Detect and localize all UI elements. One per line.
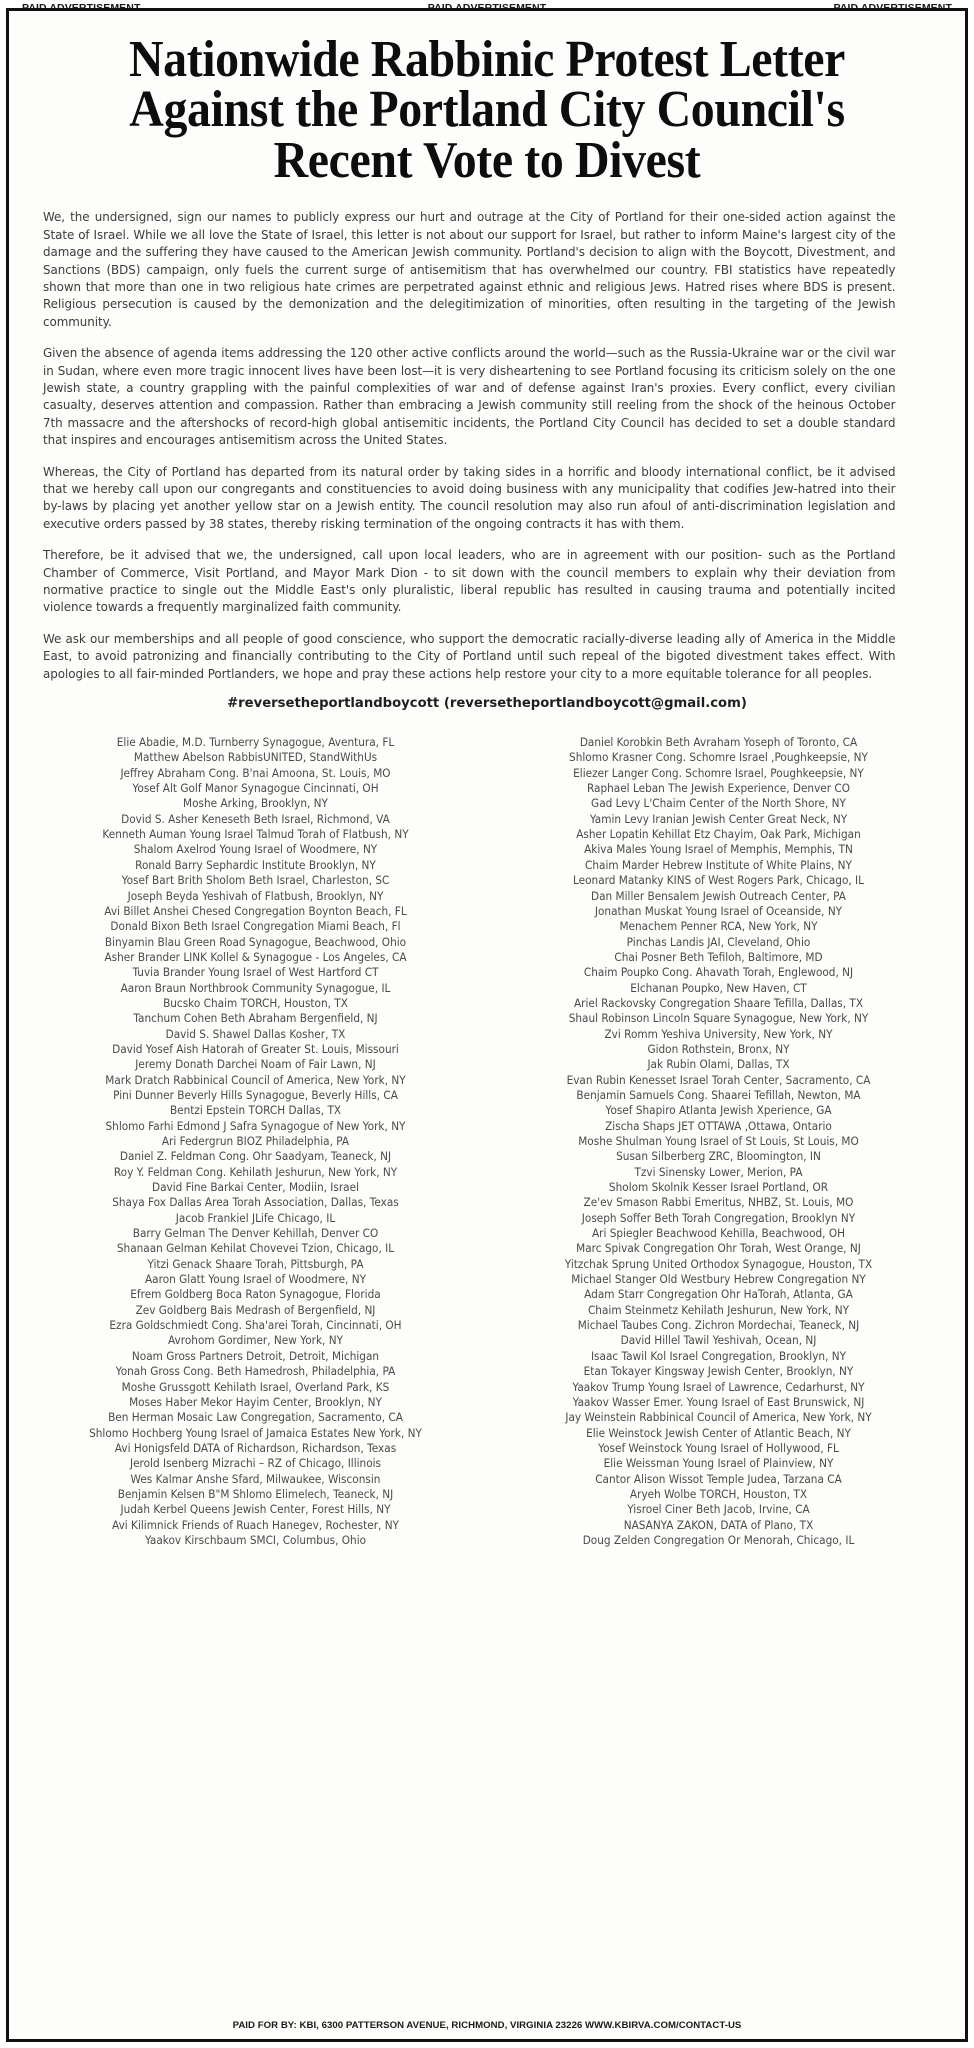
signatory-entry: Yitzchak Sprung United Orthodox Synagogue, Houston, TX — [564, 1257, 873, 1271]
signatory-entry: Moshe Shulman Young Israel of St Louis, St Louis, MO — [578, 1135, 859, 1148]
signatory-entry: Yosef Alt Golf Manor Synagogue Cincinnati, OH — [132, 782, 379, 796]
signatory-entry: Shanaan Gelman Kehilat Chovevei Tzion, Chicago, IL — [116, 1242, 395, 1256]
signatory-entry: Yosef Shapiro Atlanta Jewish Xperience, GA — [605, 1104, 832, 1118]
signatory-entry: Gidon Rothstein, Bronx, NY — [647, 1042, 790, 1056]
signatory-entry: Jay Weinstein Rabbinical Council of America, New York, NY — [565, 1411, 872, 1425]
signatory-entry: Evan Rubin Kenesset Israel Torah Center, Sacramento, CA — [566, 1073, 871, 1087]
signatory-entry: Benjamin Samuels Cong. Shaarei Tefillah, Newton, MA — [576, 1088, 861, 1102]
signatory-entry: Yosef Bart Brith Sholom Beth Israel, Charleston, SC — [121, 874, 390, 888]
signatory-entry: Yaakov Trump Young Israel of Lawrence, Cedarhurst, NY — [572, 1380, 865, 1394]
signatory-entry: Elchanan Poupko, New Haven, CT — [630, 981, 807, 995]
signatory-entry: Marc Spivak Congregation Ohr Torah, West Orange, NJ — [576, 1242, 861, 1256]
signatory-entry: Shaul Robinson Lincoln Square Synagogue, New York, NY — [568, 1012, 869, 1026]
signatory-entry: Cantor Alison Wissot Temple Judea, Tarzana CA — [595, 1472, 842, 1486]
signatory-entry: Ze'ev Smason Rabbi Emeritus, NHBZ, St. Louis, MO — [583, 1196, 854, 1210]
signatory-entry: Eliezer Langer Cong. Schomre Israel, Poughkeepsie, NY — [573, 766, 864, 780]
page-title: Nationwide Rabbinic Protest Letter Against the Portland City Council's Recent Vote to Divest — [128, 31, 846, 189]
signatory-entry: Daniel Korobkin Beth Avraham Yoseph of Toronto, CA — [579, 736, 858, 750]
signatory-entry: Daniel Z. Feldman Cong. Ohr Saadyam, Teaneck, NJ — [119, 1150, 392, 1164]
signatory-entry: Yaakov Kirschbaum SMCI, Columbus, Ohio — [144, 1533, 367, 1547]
signatory-entry: Yaakov Wasser Emer. Young Israel of East Brunswick, NJ — [572, 1395, 865, 1409]
signatory-entry: Leonard Matanky KINS of West Rogers Park, Chicago, IL — [572, 874, 865, 888]
signatory-entry: Aaron Braun Northbrook Community Synagogue, IL — [120, 981, 391, 995]
signatory-entry: Moshe Grussgott Kehilath Israel, Overland Park, KS — [121, 1380, 390, 1394]
signatory-entry: Ezra Goldschmiedt Cong. Sha'arei Torah, Cincinnati, OH — [109, 1319, 402, 1333]
signatory-entry: Asher Lopatin Kehillat Etz Chayim, Oak Park, Michigan — [576, 828, 861, 842]
signatory-entry: Susan Silberberg ZRC, Bloomington, IN — [616, 1150, 821, 1164]
signatory-entry: Yisroel Ciner Beth Jacob, Irvine, CA — [627, 1503, 810, 1517]
signatory-entry: Sholom Skolnik Kesser Israel Portland, OR — [608, 1181, 829, 1195]
body-paragraph: Therefore, be it advised that we, the undersigned, call upon local leaders, who are in agreement with our position- such as the Portland Chamber of Commerce, Visit Portland, and Mayor Mark Dion - to sit down with the council members to explain why their deviation from normative practice to single out the Middle East's only pluralistic, liberal republic has resulted in causing trauma and potentially incited violence towards a frequently marginalized faith community. — [43, 547, 896, 615]
signatory-entry: Moshe Arking, Brooklyn, NY — [183, 797, 328, 811]
signatory-entry: Avi Kilimnick Friends of Ruach Hanegev, Rochester, NY — [112, 1518, 399, 1532]
signatory-entry: Jacob Frankiel JLife Chicago, IL — [175, 1211, 336, 1225]
signatory-entry: Elie Abadie, M.D. Turnberry Synagogue, Aventura, FL — [116, 736, 395, 750]
signatory-column-left — [31, 735, 480, 1548]
signatory-entry: Matthew Abelson RabbisUNITED, StandWithUs — [133, 751, 378, 765]
signatory-entry: Elie Weinstock Jewish Center of Atlantic Beach, NY — [586, 1426, 851, 1440]
signatory-entry: Michael Taubes Cong. Zichron Mordechai, Teaneck, NJ — [577, 1319, 860, 1333]
signatory-entry: Asher Brander LINK Kollel & Synagogue - Los Angeles, CA — [104, 950, 407, 964]
signatory-entry: Yitzi Genack Shaare Torah, Pittsburgh, PA — [147, 1257, 364, 1271]
signatory-entry: Chai Posner Beth Tefiloh, Baltimore, MD — [614, 950, 823, 964]
signatory-entry: Donald Bixon Beth Israel Congregation Miami Beach, Fl — [110, 920, 401, 934]
signatory-entry: Judah Kerbel Queens Jewish Center, Forest Hills, NY — [120, 1503, 391, 1517]
signatory-list — [31, 735, 943, 1548]
signatory-entry: Chaim Steinmetz Kehilath Jeshurun, New York, NY — [587, 1303, 850, 1317]
signatory-entry: Tuvia Brander Young Israel of West Hartford CT — [132, 966, 379, 980]
signatory-entry: Jeffrey Abraham Cong. B'nai Amoona, St. Louis, MO — [120, 766, 391, 780]
signatory-entry: Raphael Leban The Jewish Experience, Denver CO — [586, 782, 851, 796]
signatory-entry: Avrohom Gordimer, New York, NY — [167, 1334, 344, 1348]
signatory-entry: Shlomo Hochberg Young Israel of Jamaica Estates New York, NY — [89, 1426, 422, 1440]
signatory-entry: Jonathan Muskat Young Israel of Oceanside, NY — [594, 904, 843, 918]
signatory-entry: Chaim Marder Hebrew Institute of White Plains, NY — [585, 858, 852, 872]
signatory-entry: Benjamin Kelsen B"M Shlomo Elimelech, Teaneck, NJ — [117, 1487, 394, 1501]
signatory-entry: Ari Federgrun BIOZ Philadelphia, PA — [161, 1135, 350, 1148]
signatory-entry: Noam Gross Partners Detroit, Detroit, Michigan — [131, 1349, 380, 1363]
signatory-entry: Jak Rubin Olami, Dallas, TX — [647, 1058, 790, 1072]
signatory-entry: Barry Gelman The Denver Kehillah, Denver CO — [132, 1227, 379, 1241]
signatory-entry: Doug Zelden Congregation Or Menorah, Chicago, IL — [582, 1533, 855, 1547]
signatory-entry: Roy Y. Feldman Cong. Kehilath Jeshurun, New York, NY — [113, 1165, 398, 1179]
signatory-entry: Zvi Romm Yeshiva University, New York, NY — [604, 1027, 833, 1041]
body-paragraph: Given the absence of agenda items addressing the 120 other active conflicts around the world—such as the Russia-Ukraine war or the civil war in Sudan, where even more tragic innocent lives have been lost—it is very disheartening to see Portland focusing its criticism solely on the one Jewish state, a country grappling with the painful complexities of war and of defense against Iran's proxies. Every conflict, every civilian casualty, deserves attention and compassion. Rather than embracing a Jewish community still reeling from the shock of the heinous October 7th massacre and the aftershocks of record-high global antisemitic incidents, the Portland City Council has decided to set a double standard that inspires and encourages antisemitism across the United States. — [43, 345, 896, 448]
signatory-entry: Aaron Glatt Young Israel of Woodmere, NY — [144, 1273, 367, 1287]
signatory-entry: Bentzi Epstein TORCH Dallas, TX — [169, 1104, 342, 1118]
signatory-entry: Pini Dunner Beverly Hills Synagogue, Beverly Hills, CA — [113, 1088, 398, 1102]
signatory-column-right — [494, 735, 943, 1548]
signatory-entry: Adam Starr Congregation Ohr HaTorah, Atlanta, GA — [584, 1288, 853, 1302]
signatory-entry: David Hillel Tawil Yeshivah, Ocean, NJ — [620, 1334, 817, 1348]
signatory-entry: Ari Spiegler Beachwood Kehilla, Beachwood, OH — [591, 1227, 846, 1241]
signatory-entry: Shaya Fox Dallas Area Torah Association, Dallas, Texas — [112, 1196, 399, 1210]
body-paragraph: Whereas, the City of Portland has departed from its natural order by taking sides in a horrific and bloody international conflict, be it advised that we hereby call upon our congregants and constituencies to avoid doing business with any municipality that codifies Jew-hatred into their by-laws by placing yet another yellow star on a Jewish entity. The council resolution may also run afoul of anti-discrimination legislation and executive orders passed by 38 states, thereby risking termination of the ongoing contracts it has with them. — [43, 463, 896, 531]
signatory-entry: Jeremy Donath Darchei Noam of Fair Lawn, NJ — [135, 1058, 376, 1072]
signatory-entry: Joseph Beyda Yeshivah of Flatbush, Brooklyn, NY — [127, 889, 384, 903]
signatory-entry: Dan Miller Bensalem Jewish Outreach Center, PA — [591, 889, 846, 903]
signatory-entry: Pinchas Landis JAI, Cleveland, Ohio — [626, 935, 811, 949]
signatory-entry: Elie Weissman Young Israel of Plainview, NY — [603, 1457, 834, 1471]
advertisement-border-frame — [6, 8, 968, 2042]
signatory-entry: Binyamin Blau Green Road Synagogue, Beachwood, Ohio — [104, 935, 407, 949]
signatory-entry: Ronald Barry Sephardic Institute Brooklyn, NY — [135, 858, 376, 872]
signatory-entry: Yamin Levy Iranian Jewish Center Great Neck, NY — [589, 812, 848, 826]
signatory-entry: Michael Stanger Old Westbury Hebrew Congregation NY — [571, 1273, 866, 1287]
signatory-entry: NASANYA ZAKON, DATA of Plano, TX — [623, 1518, 814, 1532]
signatory-entry: Kenneth Auman Young Israel Talmud Torah of Flatbush, NY — [102, 828, 409, 842]
signatory-entry: Jerold Isenberg Mizrachi – RZ of Chicago, Illinois — [129, 1457, 382, 1471]
signatory-entry: Efrem Goldberg Boca Raton Synagogue, Florida — [130, 1288, 381, 1302]
paid-for-by-footer: PAID FOR BY: KBI, 6300 PATTERSON AVENUE, RICHMOND, VIRGINIA 23226 WWW.KBIRVA.COM/CONTACT-US — [232, 2020, 742, 2031]
signatory-entry: Ben Herman Mosaic Law Congregation, Sacramento, CA — [108, 1411, 403, 1425]
signatory-entry: David S. Shawel Dallas Kosher, TX — [165, 1027, 346, 1041]
signatory-entry: Zev Goldberg Bais Medrash of Bergenfield, NJ — [135, 1303, 376, 1317]
signatory-entry: Avi Billet Anshei Chesed Congregation Boynton Beach, FL — [104, 904, 407, 918]
signatory-entry: Menachem Penner RCA, New York, NY — [619, 920, 818, 934]
letter-body — [43, 208, 931, 682]
signatory-entry: Akiva Males Young Israel of Memphis, Memphis, TN — [584, 843, 853, 857]
body-paragraph: We ask our memberships and all people of good conscience, who support the democratic racially-diverse leading ally of America in the Middle East, to avoid patronizing and financially contributing to the City of Portland until such repeal of the bigoted divestment takes effect. With apologies to all fair-minded Portlanders, we hope and pray these actions help restore your city to a more equitable tolerance for all peoples. — [43, 630, 896, 681]
signatory-entry: Aryeh Wolbe TORCH, Houston, TX — [629, 1487, 808, 1501]
signatory-entry: Shlomo Krasner Cong. Schomre Israel ,Poughkeepsie, NY — [569, 751, 868, 765]
signatory-entry: Etan Tokayer Kingsway Jewish Center, Brooklyn, NY — [583, 1365, 854, 1379]
hashtag-contact-line: #reversetheportlandboycott (reversetheportlandboycott@gmail.com) — [227, 696, 747, 712]
signatory-entry: Isaac Tawil Kol Israel Congregation, Brooklyn, NY — [590, 1349, 847, 1363]
signatory-entry: Tanchum Cohen Beth Abraham Bergenfield, NJ — [133, 1012, 378, 1026]
signatory-entry: Yonah Gross Cong. Beth Hamedrosh, Philadelphia, PA — [115, 1365, 396, 1379]
signatory-entry: Shlomo Farhi Edmond J Safra Synagogue of New York, NY — [105, 1119, 406, 1133]
signatory-entry: Mark Dratch Rabbinical Council of America, New York, NY — [105, 1073, 406, 1087]
signatory-entry: Chaim Poupko Cong. Ahavath Torah, Englewood, NJ — [583, 966, 854, 980]
signatory-entry: Ariel Rackovsky Congregation Shaare Tefilla, Dallas, TX — [573, 996, 864, 1010]
signatory-entry: Yosef Weinstock Young Israel of Hollywood, FL — [598, 1441, 839, 1455]
signatory-entry: Avi Honigsfeld DATA of Richardson, Richardson, Texas — [114, 1441, 397, 1455]
signatory-entry: Zischa Shaps JET OTTAWA ,Ottawa, Ontario — [605, 1119, 832, 1133]
signatory-entry: Joseph Soffer Beth Torah Congregation, Brooklyn NY — [581, 1211, 856, 1225]
signatory-entry: Moses Haber Mekor Hayim Center, Brooklyn, NY — [129, 1395, 382, 1409]
signatory-entry: Shalom Axelrod Young Israel of Woodmere, NY — [133, 843, 378, 857]
signatory-entry: David Fine Barkai Center, Modiin, Israel — [152, 1181, 359, 1195]
signatory-entry: Bucsko Chaim TORCH, Houston, TX — [163, 996, 348, 1010]
signatory-entry: Tzvi Sinensky Lower, Merion, PA — [634, 1165, 803, 1179]
signatory-entry: David Yosef Aish Hatorah of Greater St. Louis, Missouri — [112, 1042, 399, 1056]
signatory-entry: Dovid S. Asher Keneseth Beth Israel, Richmond, VA — [121, 812, 390, 826]
signatory-entry: Gad Levy L'Chaim Center of the North Shore, NY — [591, 797, 846, 811]
signatory-entry: Wes Kalmar Anshe Sfard, Milwaukee, Wisconsin — [130, 1472, 381, 1486]
body-paragraph: We, the undersigned, sign our names to publicly express our hurt and outrage at the City of Portland for their one-sided action against the State of Israel. While we all love the State of Israel, this letter is not about our support for Israel, but rather to inform Maine's largest city of the damage and the suffering they have caused to the American Jewish community. Portland's decision to align with the Boycott, Divestment, and Sanctions (BDS) campaign, only fuels the current surge of antisemitism that has overwhelmed our country. FBI statistics have repeatedly shown that more than one in two religious hate crimes are perpetrated against ethnic and religious Jews. Hatred rises where BDS is present. Religious persecution is caused by the demonization and the delegitimization of minorities, often resulting in the targeting of the Jewish community. — [43, 209, 896, 329]
